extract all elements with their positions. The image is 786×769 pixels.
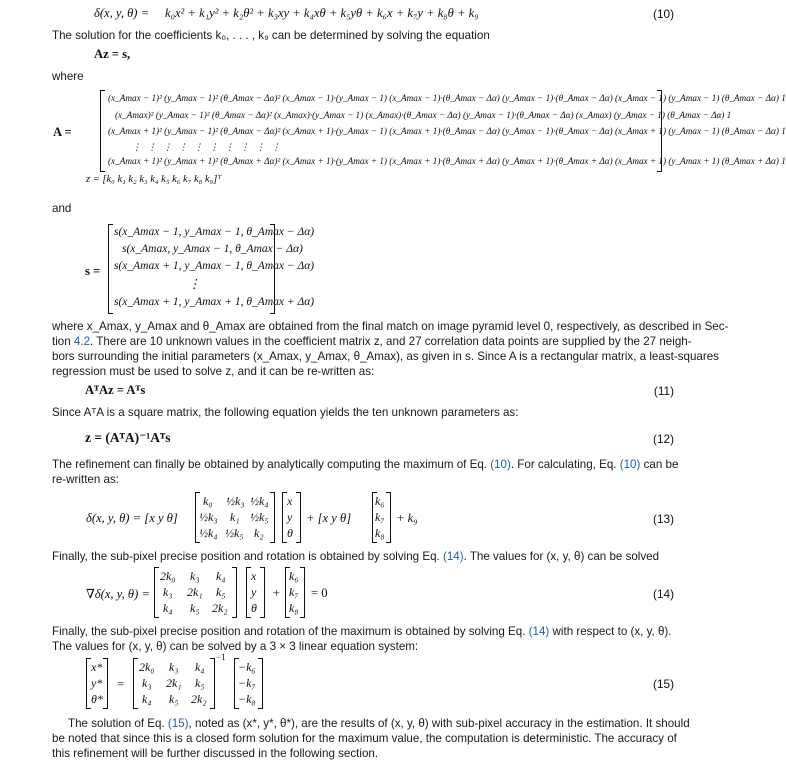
eq14-matrix-cell: k₄ [216, 569, 226, 583]
matrix-a-row: (x_Amax − 1)² (y_Amax − 1)² (θ_Amax − Δα)² (x_Amax − 1)·(y_Amax − 1) (x_Amax − 1)·(θ_Amax − Δα) (y_Amax − 1)·(θ_Amax − Δα) (x_Amax − 1) (y_Amax − 1) (θ_Amax − Δα) 1 [108, 93, 786, 103]
para3-line: Finally, the sub-pixel precise position and rotation is obtained by solving Eq. (14). The values for (x, y, θ) can be solved [52, 550, 660, 563]
para1-line: tion 4.2. There are 10 unknown values in the coefficient matrix z, and 27 correlation data points are supplied by the 27 neigh- [52, 335, 692, 348]
eq15-rhs-cell: −k₆ [238, 660, 256, 674]
matrix-a-row: (x_Amax + 1)² (y_Amax − 1)² (θ_Amax − Δα)² (x_Amax + 1)·(y_Amax − 1) (x_Amax + 1)·(θ_Amax − Δα) (y_Amax − 1)·(θ_Amax − Δα) (x_Amax + 1) (y_Amax − 1) (θ_Amax − Δα) 1 [108, 126, 786, 136]
eq15-matrix-cell: 2k₁ [166, 676, 182, 690]
eq14-matrix-right-bracket [232, 567, 237, 618]
eq14-lhs: ∇δ(x, y, θ) = [86, 587, 150, 601]
eq11-expression: AᵀAz = Aᵀs [85, 383, 146, 397]
vector-s-row: s(x_Amax + 1, y_Amax − 1, θ_Amax − Δα) [114, 260, 315, 272]
eq13-lhs: δ(x, y, θ) = [x y θ] [86, 511, 178, 525]
where-label: where [52, 70, 84, 83]
eq15-number: (15) [653, 677, 674, 691]
eq14-matrix-cell: k₅ [190, 601, 200, 615]
eq14-number: (14) [653, 587, 674, 601]
eq14-link[interactable]: (14) [528, 625, 550, 638]
eq15-link[interactable]: (15) [167, 717, 189, 730]
eq14-kvec-right-bracket [300, 567, 305, 618]
eq13-kvec-cell: k₈ [375, 526, 385, 540]
para2-line: re-written as: [52, 473, 120, 486]
eq15-inverse-exponent: −1 [216, 652, 226, 662]
eq13-vec-cell: x [287, 494, 293, 508]
eq14-vec-cell: θ [251, 601, 257, 615]
eq15-matrix-cell: k₄ [142, 692, 152, 706]
matrix-a-row: (x_Amax)² (y_Amax − 1)² (θ_Amax − Δα)² (x_Amax)·(y_Amax − 1) (x_Amax)·(θ_Amax − Δα) (y_Amax − 1)·(θ_Amax − Δα) (x_Amax) (y_Amax − 1) (θ_Amax − Δα) 1 [115, 110, 732, 120]
eq14-link[interactable]: (14) [442, 550, 464, 563]
eq14-matrix-cell: 2k₀ [160, 569, 176, 583]
eq14-kvec-cell: k₈ [289, 601, 299, 615]
para4-line: Finally, the sub-pixel precise position and rotation of the maximum is obtained by solving Eq. (14) with respect to (x, y, θ). [52, 625, 672, 638]
eq15-vec-cell: x* [91, 660, 103, 674]
eq14-rhs: = 0 [311, 586, 328, 600]
matrix-a-left-bracket [100, 90, 105, 172]
para4-line: The values for (x, y, θ) can be solved by a 3 × 3 linear equation system: [52, 640, 419, 653]
eq13-matrix-cell: k₁ [230, 510, 240, 524]
matrix-a-label: A = [53, 125, 72, 139]
eq14-plus: + [272, 586, 281, 600]
eq12-number: (12) [653, 432, 674, 446]
eq13-kvec-cell: k₇ [375, 510, 385, 524]
para2-line: The refinement can finally be obtained by analytically computing the maximum of Eq. (10). For calculating, Eq. (10) can be [52, 458, 679, 471]
eq14-matrix-cell: k₄ [163, 601, 173, 615]
eq15-rhs-right-bracket [258, 658, 263, 709]
eq13-matrix-cell: ½k₅ [225, 526, 244, 540]
eq-az-equals-s: Az = s, [94, 47, 131, 61]
eq13-vec-right-bracket [296, 492, 301, 543]
eq11-number: (11) [653, 384, 674, 398]
eq10-link[interactable]: (10) [619, 458, 641, 471]
eq13-vec-cell: y [287, 510, 293, 524]
eq15-matrix-cell: k₅ [169, 692, 179, 706]
eq13-matrix-cell: ½k₄ [199, 526, 218, 540]
para1-line: where x_Amax, y_Amax and θ_Amax are obtained from the final match on image pyramid level 0, respectively, as described in Sec- [52, 320, 729, 333]
eq15-rhs-cell: −k₇ [238, 676, 256, 690]
eq15-matrix-cell: k₅ [195, 676, 205, 690]
eq14-matrix-left-bracket [154, 567, 159, 618]
eq14-matrix-cell: k₅ [216, 585, 226, 599]
eq13-constant: + k₉ [396, 511, 418, 525]
eq15-matrix-left-bracket [133, 658, 138, 709]
eq15-matrix-right-bracket [210, 658, 215, 709]
eq15-matrix-cell: k₃ [142, 676, 152, 690]
eq10-link[interactable]: (10) [490, 458, 511, 471]
eq15-matrix-cell: k₄ [195, 660, 205, 674]
para5-line: be noted that since this is a closed form solution for the maximum value, the computation is deterministic. The accuracy of [52, 732, 677, 745]
eq15-matrix-cell: 2k₂ [191, 692, 207, 706]
vector-s-row: ⋮ [188, 277, 201, 291]
eq13-matrix-cell: ½k₃ [199, 510, 218, 524]
eq15-vec-right-bracket [103, 658, 108, 709]
eq13-matrix-cell: ½k₃ [226, 494, 245, 508]
eq13-vec-cell: θ [287, 526, 293, 540]
eq12-expression: z = (AᵀA)⁻¹Aᵀs [85, 430, 171, 445]
eq10-lhs: δ(x, y, θ) = [94, 6, 150, 20]
eq14-kvec-cell: k₆ [289, 569, 299, 583]
eq15-matrix-cell: 2k₀ [139, 660, 155, 674]
vector-s-row: s(x_Amax, y_Amax − 1, θ_Amax − Δα) [122, 243, 303, 255]
eq14-matrix-cell: k₃ [163, 585, 173, 599]
eq13-kvec-right-bracket [386, 492, 391, 543]
vector-s-row: s(x_Amax + 1, y_Amax + 1, θ_Amax + Δα) [114, 296, 315, 308]
eq15-vec-cell: θ* [91, 692, 103, 706]
eq13-matrix-right-bracket [270, 492, 275, 543]
eq15-equals: = [117, 677, 125, 691]
eq15-vec-cell: y* [91, 676, 103, 690]
eq14-matrix-cell: 2k₁ [187, 585, 203, 599]
section-link[interactable]: 4.2 [73, 335, 91, 348]
para5-line: this refinement will be further discussed in the following section. [52, 747, 379, 760]
eq14-vec-cell: y [251, 585, 257, 599]
eq10-rhs: k₀x² + k₁y² + k₂θ² + k₃xy + k₄xθ + k₅yθ + k₆x + k₇y + k₈θ + k₉ [165, 6, 479, 20]
para1-line: regression must be used to solve z, and it can be re-written as: [52, 365, 375, 378]
eq14-kvec-cell: k₇ [289, 585, 299, 599]
vector-s-left-bracket [108, 224, 113, 314]
vector-z-definition: z = [k₀ k₁ k₂ k₃ k₄ k₅ k₆ k₇ k₈ k₉]ᵀ [86, 174, 222, 185]
eq14-vec-cell: x [251, 569, 257, 583]
eq13-matrix-cell: ½k₄ [250, 494, 269, 508]
matrix-a-row: (x_Amax + 1)² (y_Amax + 1)² (θ_Amax + Δα)² (x_Amax + 1)·(y_Amax + 1) (x_Amax + 1)·(θ_Amax + Δα) (y_Amax + 1)·(θ_Amax + Δα) (x_Amax + 1) (y_Amax + 1) (θ_Amax + Δα) 1 [108, 156, 786, 166]
eq15-matrix-cell: k₃ [169, 660, 179, 674]
para5-line: The solution of Eq. (15), noted as (x*, y*, θ*), are the results of (x, y, θ) with sub-pixel accuracy in the estimation. It should [68, 717, 690, 730]
eq13-matrix-cell: k₂ [254, 526, 264, 540]
eq13-matrix-cell: k₀ [203, 494, 213, 508]
eq14-vec-right-bracket [260, 567, 265, 618]
para1-line: bors surrounding the initial parameters (x_Amax, y_Amax, θ_Amax), as given in s. Since A is a rectangular matrix, a least-squares [52, 350, 719, 363]
eq13-kvec-cell: k₆ [375, 494, 385, 508]
eq15-rhs-cell: −k₈ [238, 692, 256, 706]
square-matrix-text: Since AᵀA is a square matrix, the following equation yields the ten unknown parameters as: [52, 406, 519, 419]
eq14-matrix-cell: k₃ [190, 569, 200, 583]
eq14-matrix-cell: 2k₂ [212, 601, 228, 615]
vector-s-label: s = [85, 264, 101, 278]
eq10-number: (10) [653, 7, 674, 21]
and-label: and [52, 202, 72, 215]
solution-intro-text: The solution for the coefficients k₀, . . . , k₉ can be determined by solving the equation [52, 29, 490, 42]
eq13-linear-part: + [x y θ] [306, 511, 352, 525]
eq13-matrix-cell: ½k₅ [250, 510, 269, 524]
matrix-a-row: ⋮ ⋮ ⋮ ⋮ ⋮ ⋮ ⋮ ⋮ ⋮ ⋮ [132, 142, 283, 152]
eq13-number: (13) [653, 512, 674, 526]
vector-s-row: s(x_Amax − 1, y_Amax − 1, θ_Amax − Δα) [114, 226, 315, 238]
